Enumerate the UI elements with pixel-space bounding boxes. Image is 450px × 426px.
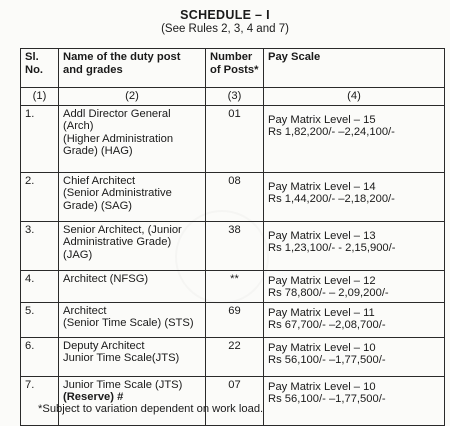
pay-scale-cell — [264, 270, 445, 302]
pay-range: Rs 56,100/- –1,77,500/- — [268, 354, 386, 366]
column-number: (2) — [59, 88, 206, 106]
number-of-posts-cell: 08 — [206, 172, 264, 221]
pay-range: Rs 56,100/- –1,77,500/- — [268, 393, 386, 405]
duty-post-line: (Higher Administration — [63, 132, 174, 145]
table-row — [21, 337, 445, 376]
duty-post-line: Architect — [63, 304, 107, 317]
pay-matrix-level: Pay Matrix Level – 13 — [268, 229, 376, 242]
duty-post-line: Deputy Architect — [63, 339, 145, 352]
duty-post-cell — [59, 172, 206, 221]
number-of-posts-cell: 07 — [206, 376, 264, 425]
header-pay-scale: Pay Scale — [264, 49, 445, 88]
duty-post-cell — [59, 221, 206, 270]
header-row — [21, 49, 445, 88]
pay-range: Rs 1,82,200/- –2,24,100/- — [268, 126, 395, 138]
duty-post-line: Senior Architect, (Junior — [63, 223, 182, 236]
header-sl-no: Sl. No. — [21, 49, 59, 88]
pay-matrix-level: Pay Matrix Level – 12 — [268, 274, 376, 287]
sl-no-cell: 5. — [21, 302, 59, 337]
pay-scale-cell — [264, 172, 445, 221]
sl-no-cell: 2. — [21, 172, 59, 221]
duty-post-line: Chief Architect — [63, 174, 136, 187]
pay-matrix-level: Pay Matrix Level – 14 — [268, 180, 376, 193]
pay-scale-cell — [264, 221, 445, 270]
sl-no-cell: 1. — [21, 105, 59, 172]
table-row — [21, 302, 445, 337]
column-number: (4) — [264, 88, 445, 106]
duty-post-line: (JAG) — [63, 248, 93, 261]
pay-range: Rs 78,800/- – 2,09,200/- — [268, 287, 389, 299]
pay-range: Rs 1,44,200/- –2,18,200/- — [268, 193, 395, 205]
table-row — [21, 172, 445, 221]
pay-matrix-level: Pay Matrix Level – 11 — [268, 306, 375, 319]
column-number-row — [21, 88, 445, 106]
duty-post-line: Junior Time Scale (JTS) — [63, 378, 183, 391]
table-row — [21, 376, 445, 425]
table-row — [21, 105, 445, 172]
reserve-label: (Reserve) # — [63, 391, 124, 403]
schedule-table — [20, 48, 445, 426]
duty-post-cell — [59, 270, 206, 302]
sl-no-cell: 7. — [21, 376, 59, 425]
duty-post-cell — [59, 376, 206, 425]
number-of-posts-cell: 22 — [206, 337, 264, 376]
duty-post-line: Junior Time Scale(JTS) — [63, 352, 180, 364]
header-number-of-posts: Number of Posts* — [206, 49, 264, 88]
pay-scale-cell — [264, 105, 445, 172]
sl-no-cell: 4. — [21, 270, 59, 302]
pay-scale-cell — [264, 376, 445, 425]
pay-range: Rs 1,23,100/- - 2,15,900/- — [268, 242, 396, 254]
duty-post-line: (Arch) — [63, 120, 94, 132]
number-of-posts-cell: 38 — [206, 221, 264, 270]
duty-post-line: (Senior Administrative — [63, 187, 172, 199]
schedule-title: SCHEDULE – I — [180, 8, 270, 22]
column-number: (1) — [21, 88, 59, 106]
footnote: *Subject to variation dependent on work load. — [38, 403, 264, 415]
duty-post-line: Addl Director General — [63, 107, 171, 120]
sl-no-cell: 3. — [21, 221, 59, 270]
pay-matrix-level: Pay Matrix Level – 10 — [268, 341, 376, 354]
sl-no-cell: 6. — [21, 337, 59, 376]
pay-scale-cell — [264, 337, 445, 376]
number-of-posts-cell: 01 — [206, 105, 264, 172]
duty-post-cell — [59, 302, 206, 337]
pay-matrix-level: Pay Matrix Level – 15 — [268, 113, 376, 126]
header-duty-post: Name of the duty post and grades — [59, 49, 206, 88]
duty-post-cell — [59, 105, 206, 172]
table-row — [21, 270, 445, 302]
duty-post-line: Administrative Grade) — [63, 236, 172, 248]
column-number: (3) — [206, 88, 264, 106]
duty-post-line: Grade) (HAG) — [63, 145, 133, 157]
duty-post-line: (Senior Time Scale) (STS) — [63, 317, 194, 329]
pay-matrix-level: Pay Matrix Level – 10 — [268, 380, 376, 393]
number-of-posts-cell: 69 — [206, 302, 264, 337]
schedule-subtitle: (See Rules 2, 3, 4 and 7) — [161, 23, 289, 35]
table-row — [21, 221, 445, 270]
duty-post-cell — [59, 337, 206, 376]
duty-post-line: Grade) (SAG) — [63, 199, 133, 212]
duty-post-line: Architect (NFSG) — [63, 272, 149, 285]
pay-range: Rs 67,700/- –2,08,700/- — [268, 319, 386, 331]
number-of-posts-cell: ** — [206, 270, 264, 302]
pay-scale-cell — [264, 302, 445, 337]
